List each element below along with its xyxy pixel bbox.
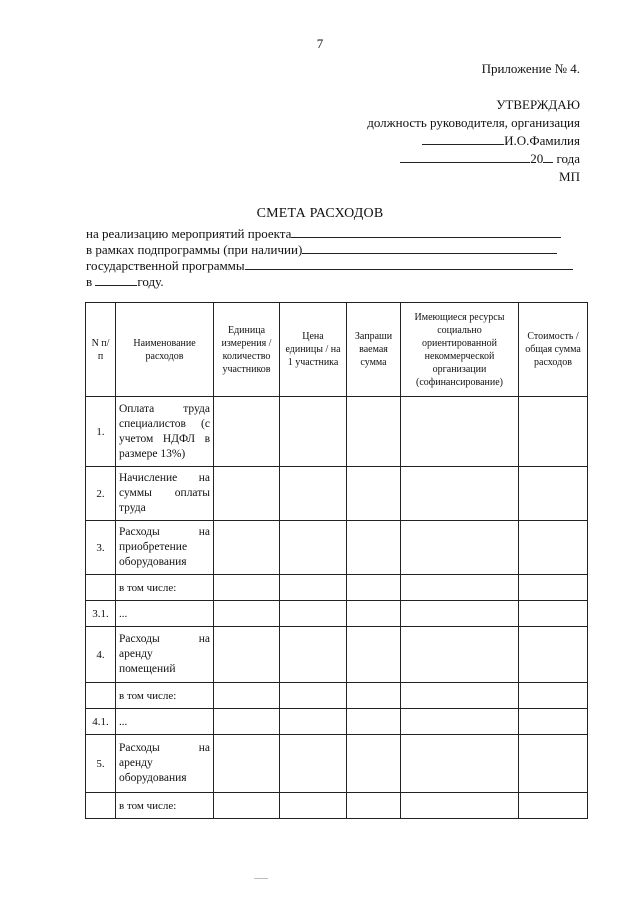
cell [280, 521, 347, 575]
field-program [86, 257, 573, 274]
cell [280, 575, 347, 601]
cell [214, 397, 280, 467]
cell [347, 709, 401, 735]
cell [280, 793, 347, 819]
cell [347, 793, 401, 819]
row-num [86, 575, 116, 601]
table-row [86, 683, 588, 709]
row-num: 3. [86, 521, 116, 575]
row-name: Начисление на суммы оплаты труда [116, 467, 214, 521]
cell [519, 575, 588, 601]
field-year-blank [95, 273, 137, 286]
field-project [86, 225, 561, 242]
field-project-label: на реализацию мероприятий проекта [86, 226, 292, 241]
cell [214, 521, 280, 575]
field-subprogram-label: в рамках подпрограммы (при наличии) [86, 242, 303, 257]
row-num: 1. [86, 397, 116, 467]
table-row [86, 627, 588, 683]
cell [519, 397, 588, 467]
cell [214, 467, 280, 521]
cell [401, 575, 519, 601]
field-year [86, 273, 164, 290]
cell [519, 735, 588, 793]
cell [280, 397, 347, 467]
cell [401, 627, 519, 683]
field-subprogram [86, 241, 557, 258]
cell [519, 601, 588, 627]
row-name: ... [116, 601, 214, 627]
header-requested: Запраши ваемая сумма [347, 303, 401, 397]
cell [519, 709, 588, 735]
cell [214, 627, 280, 683]
cell [401, 709, 519, 735]
table-row [86, 521, 588, 575]
year-blank [543, 150, 553, 163]
row-num [86, 683, 116, 709]
cell [401, 735, 519, 793]
approval-stamp: МП [559, 169, 580, 184]
table-row [86, 575, 588, 601]
header-unit: Единица измерения / количество участников [214, 303, 280, 397]
cell [347, 683, 401, 709]
cell [519, 683, 588, 709]
cell [347, 467, 401, 521]
date-blank [400, 150, 530, 163]
table-row [86, 735, 588, 793]
row-name: в том числе: [116, 793, 214, 819]
cell [214, 709, 280, 735]
row-name: Расходы на аренду оборудования [116, 735, 214, 793]
cell [214, 683, 280, 709]
row-num: 4. [86, 627, 116, 683]
table-row [86, 467, 588, 521]
approval-date-line [367, 150, 580, 168]
header-price: Цена единицы / на 1 участника [280, 303, 347, 397]
cell [280, 735, 347, 793]
table-row [86, 397, 588, 467]
cell [214, 793, 280, 819]
field-program-blank [245, 257, 573, 270]
cell [347, 601, 401, 627]
row-name: Расходы на приобретение оборудования [116, 521, 214, 575]
table-row [86, 709, 588, 735]
cell [214, 735, 280, 793]
row-name: Расходы на аренду помещений [116, 627, 214, 683]
approval-position: должность руководителя, организация [367, 115, 580, 130]
cell [519, 793, 588, 819]
row-num [86, 793, 116, 819]
field-project-blank [291, 225, 561, 238]
signature-blank [422, 132, 504, 145]
cell [280, 683, 347, 709]
approval-name-line [367, 132, 580, 150]
approval-date-mid: 20 [530, 151, 544, 166]
header-num: N п/п [86, 303, 116, 397]
cell [214, 601, 280, 627]
cell [347, 397, 401, 467]
row-name: ... [116, 709, 214, 735]
field-year-prefix: в [86, 274, 93, 289]
cell [401, 467, 519, 521]
approval-date-end: года [556, 151, 580, 166]
row-name: Оплата труда специалистов (с учетом НДФЛ в размере 13%) [116, 397, 214, 467]
cell [519, 627, 588, 683]
cell [401, 793, 519, 819]
field-subprogram-blank [302, 241, 557, 254]
approval-name: И.О.Фамилия [504, 133, 580, 148]
cell [280, 601, 347, 627]
cell [347, 575, 401, 601]
expense-estimate-table [85, 302, 588, 819]
cell [519, 467, 588, 521]
row-name: в том числе: [116, 683, 214, 709]
appendix-label: Приложение № 4. [481, 61, 580, 76]
cell [347, 627, 401, 683]
approval-title: УТВЕРЖДАЮ [496, 97, 580, 112]
cell [280, 467, 347, 521]
row-num: 3.1. [86, 601, 116, 627]
table-header-row [86, 303, 588, 397]
row-name: в том числе: [116, 575, 214, 601]
row-num: 4.1. [86, 709, 116, 735]
row-num: 5. [86, 735, 116, 793]
scan-mark [254, 878, 268, 879]
cell [214, 575, 280, 601]
table-row [86, 601, 588, 627]
row-num: 2. [86, 467, 116, 521]
cell [401, 683, 519, 709]
approval-block [367, 96, 580, 186]
page-number: 7 [316, 36, 324, 51]
field-program-label: государственной программы [86, 258, 245, 273]
cell [347, 735, 401, 793]
header-cofinancing: Имеющиеся ресурсы социально ориентированной некоммерческой организации (софинансирование) [401, 303, 519, 397]
header-name: Наименование расходов [116, 303, 214, 397]
cell [519, 521, 588, 575]
document-title: СМЕТА РАСХОДОВ [256, 206, 384, 221]
cell [401, 397, 519, 467]
cell [347, 521, 401, 575]
cell [401, 521, 519, 575]
cell [280, 627, 347, 683]
header-total: Стоимость / общая сумма расходов [519, 303, 588, 397]
table-row [86, 793, 588, 819]
cell [280, 709, 347, 735]
field-year-suffix: году. [137, 274, 164, 289]
cell [401, 601, 519, 627]
